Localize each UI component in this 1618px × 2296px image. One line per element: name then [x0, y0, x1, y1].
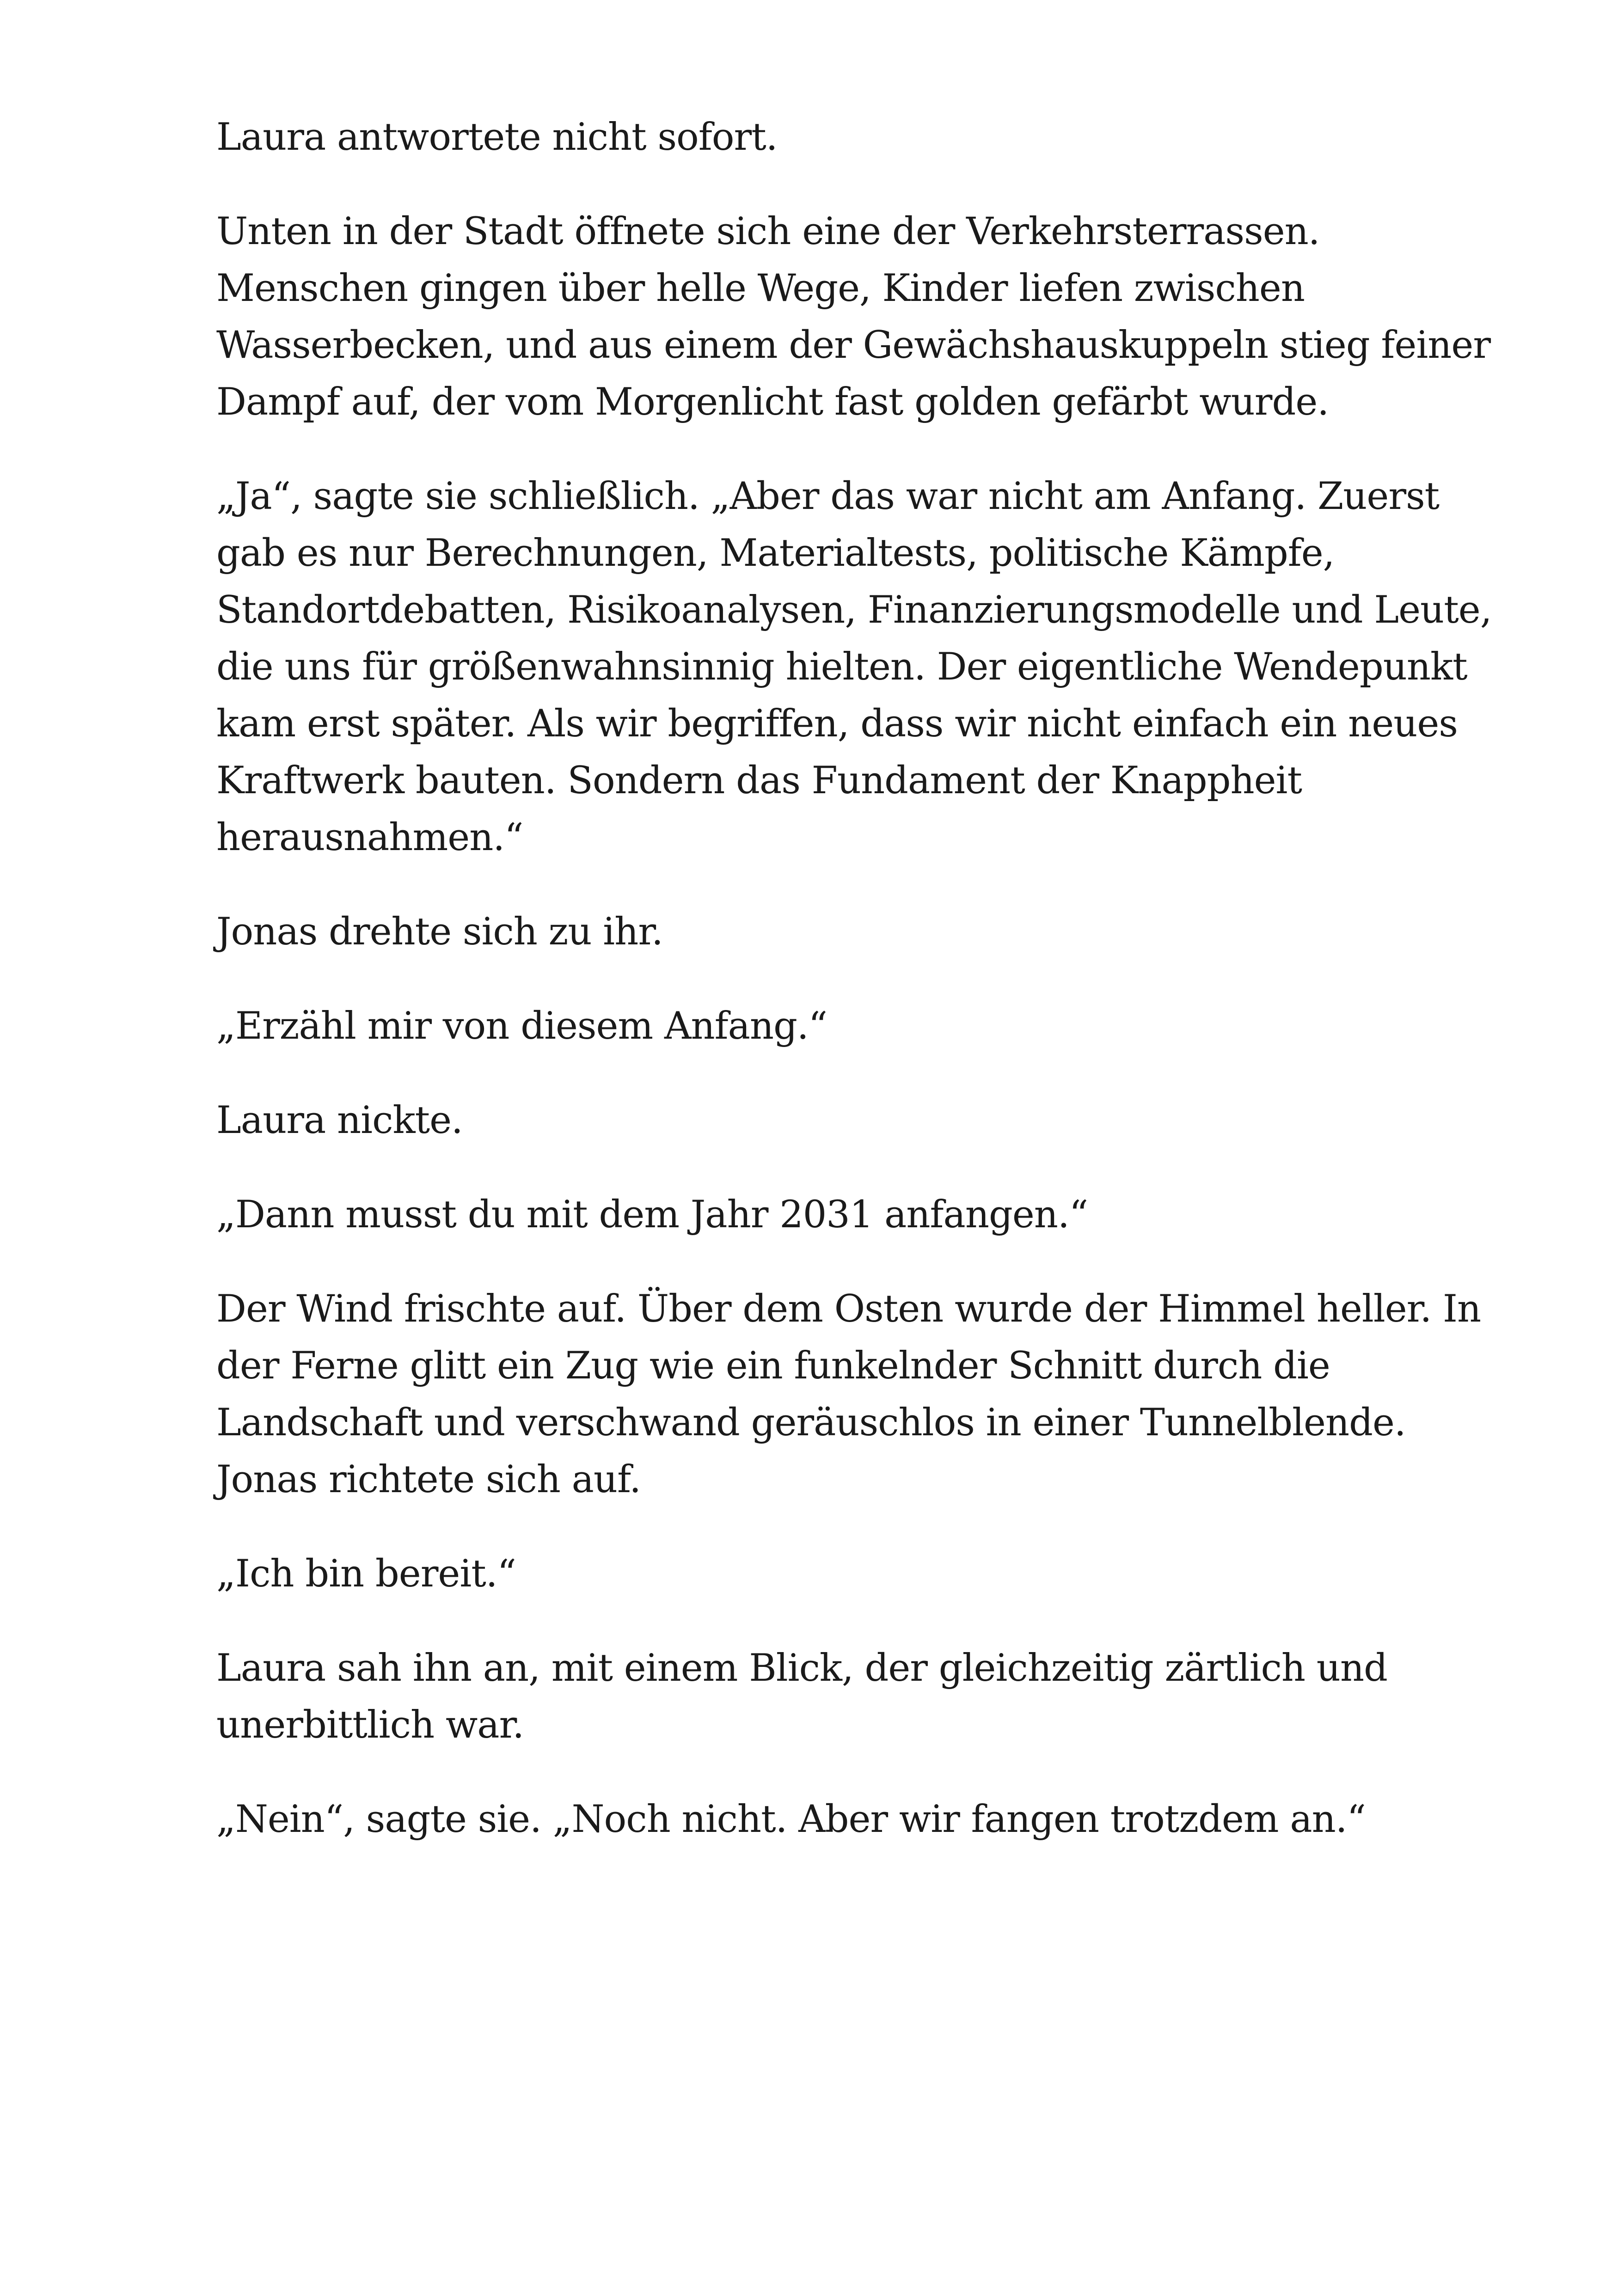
paragraph: „Ja“, sagte sie schließlich. „Aber das war nicht am Anfang. Zuerst gab es nur Berechnungen, Materialtests, politische Kämpfe, Standortdebatten, Risikoanalysen, Finanzierungsmodelle und Leute, die uns für größenwahnsinnig hielten. Der eigentliche Wendepunkt kam erst später. Als wir begriffen, dass wir nicht einfach ein neues Kraftwerk bauten. Sondern das Fundament der Knappheit herausnahmen.“: [216, 475, 1492, 859]
paragraph: Laura nickte.: [216, 1099, 463, 1142]
paragraph: Laura antwortete nicht sofort.: [216, 116, 778, 159]
document-body: [216, 109, 1511, 1886]
paragraph: „Nein“, sagte sie. „Noch nicht. Aber wir fangen trotzdem an.“: [216, 1798, 1366, 1841]
paragraph: Der Wind frischte auf. Über dem Osten wurde der Himmel heller. In der Ferne glitt ein Zug wie ein funkelnder Schnitt durch die Landschaft und verschwand geräuschlos in einer Tunnelblende. Jonas richtete sich auf.: [216, 1287, 1481, 1501]
paragraph: „Ich bin bereit.“: [216, 1552, 516, 1596]
paragraph: „Erzähl mir von diesem Anfang.“: [216, 1004, 827, 1048]
paragraph: Laura sah ihn an, mit einem Blick, der gleichzeitig zärtlich und unerbittlich war.: [216, 1647, 1387, 1747]
paragraph: Unten in der Stadt öffnete sich eine der Verkehrsterrassen. Menschen gingen über helle Wege, Kinder liefen zwischen Wasserbecken, und aus einem der Gewächshauskuppeln stieg feiner Dampf auf, der vom Morgenlicht fast golden gefärbt wurde.: [216, 210, 1491, 424]
paragraph: „Dann musst du mit dem Jahr 2031 anfangen.“: [216, 1193, 1088, 1237]
paragraph: Jonas drehte sich zu ihr.: [216, 910, 663, 954]
